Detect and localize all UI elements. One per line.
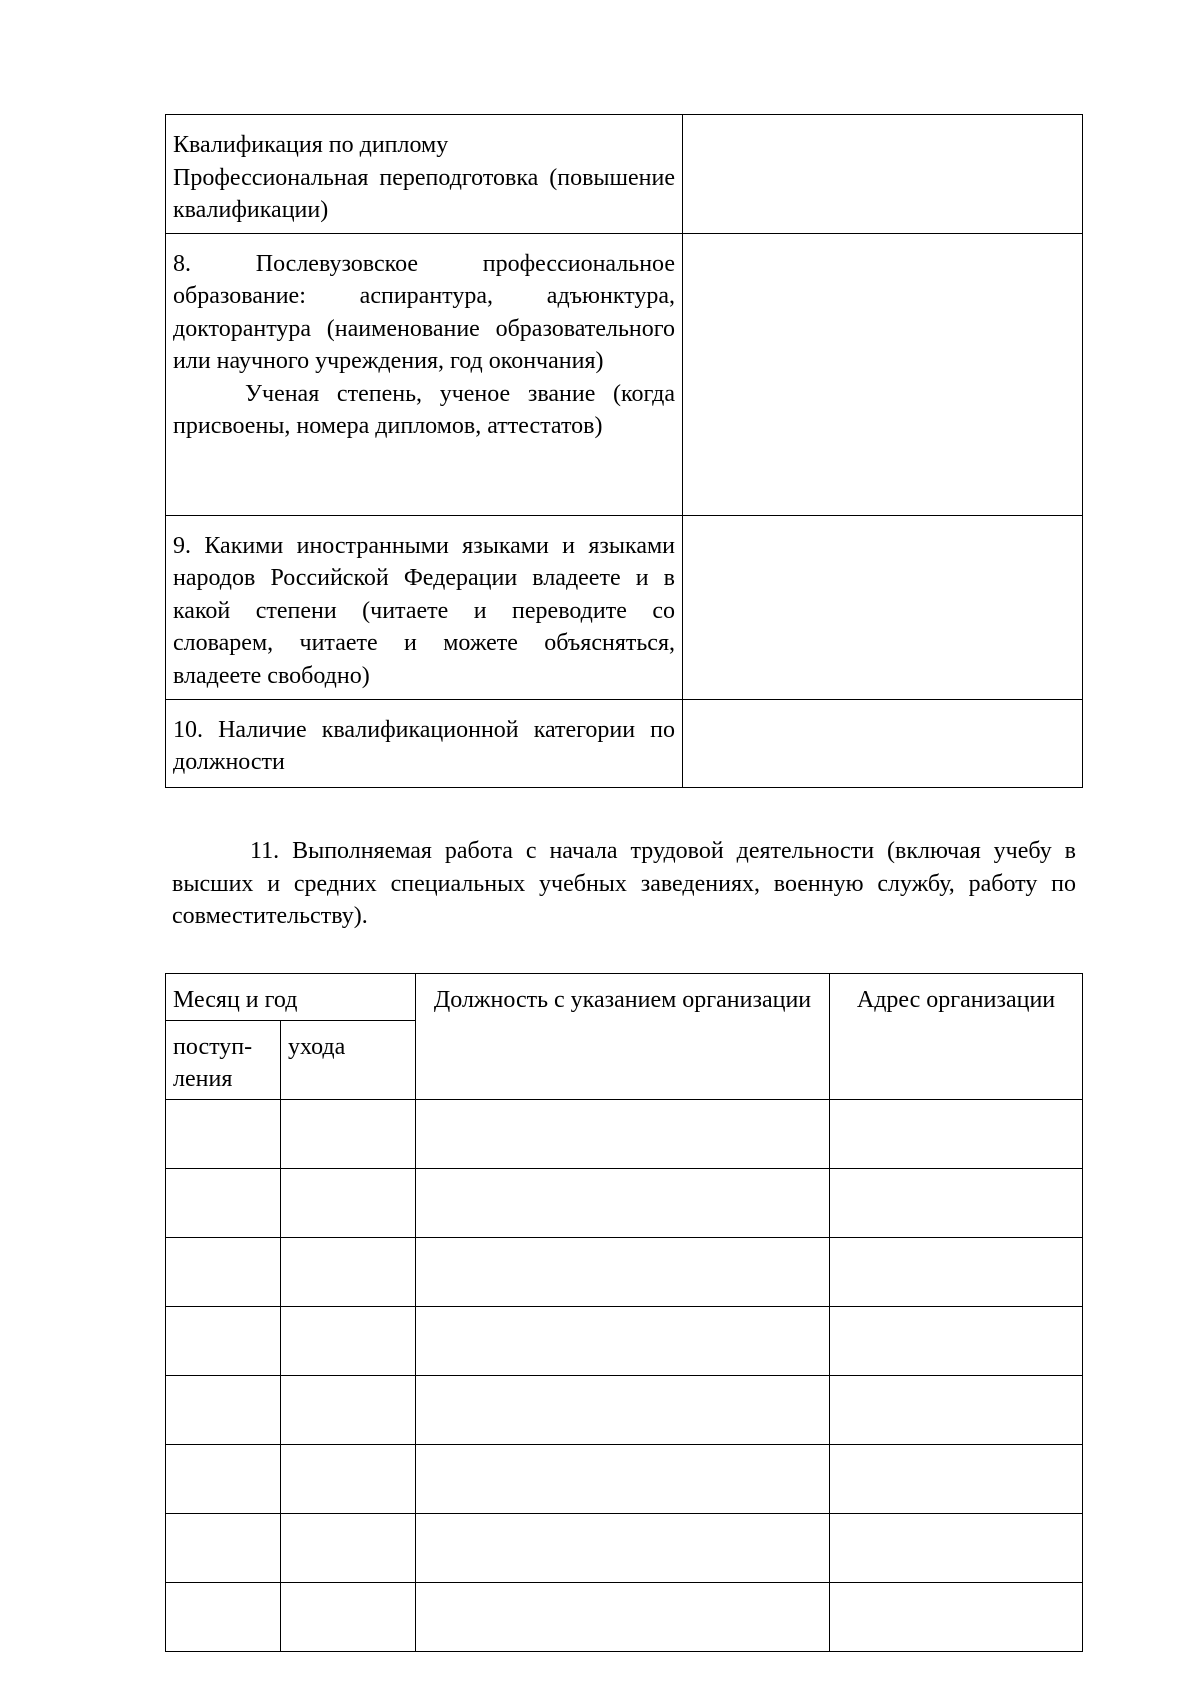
entry-cell[interactable] [166,1100,281,1169]
position-cell[interactable] [416,1514,830,1583]
qualification-diploma-label: Квалификация по диплому [173,132,449,158]
exit-cell[interactable] [281,1307,416,1376]
retraining-label: Профессиональная переподготовка (повышение квалификации) [173,164,675,223]
address-cell[interactable] [830,1169,1083,1238]
table-row [166,1376,1083,1445]
position-cell[interactable] [416,1100,830,1169]
month-year-header: Месяц и год [166,974,416,1021]
languages-label-cell [166,515,683,699]
address-cell[interactable] [830,1583,1083,1652]
category-label-cell [166,699,683,787]
category-label: 10. Наличие квалификационной категории по должности [173,716,675,775]
entry-cell[interactable] [166,1307,281,1376]
questionnaire-row-qualification [166,115,1083,234]
qualification-label-cell [166,115,683,234]
table-row [166,1238,1083,1307]
entry-cell[interactable] [166,1169,281,1238]
table-row [166,1445,1083,1514]
questionnaire-row-postgraduate [166,233,1083,515]
address-header: Адрес организации [830,974,1083,1100]
table-row [166,1583,1083,1652]
entry-cell[interactable] [166,1376,281,1445]
position-cell[interactable] [416,1169,830,1238]
exit-cell[interactable] [281,1376,416,1445]
address-cell[interactable] [830,1307,1083,1376]
position-cell[interactable] [416,1307,830,1376]
address-cell[interactable] [830,1238,1083,1307]
work-table-header-row [166,974,1083,1021]
exit-cell[interactable] [281,1583,416,1652]
questionnaire-table [165,114,1083,788]
position-cell[interactable] [416,1583,830,1652]
position-header: Должность с указанием организации [416,974,830,1100]
table-row [166,1169,1083,1238]
entry-cell[interactable] [166,1445,281,1514]
section-11-paragraph: 11. Выполняемая работа с начала трудовой деятельности (включая учебу в высших и средних специальных учебных заведениях, военную службу, работу по совместительству). [172,838,1076,929]
questionnaire-row-category [166,699,1083,787]
exit-cell[interactable] [281,1238,416,1307]
position-cell[interactable] [416,1238,830,1307]
exit-cell[interactable] [281,1100,416,1169]
exit-cell[interactable] [281,1514,416,1583]
languages-label: 9. Какими иностранными языками и языками народов Российской Федерации владеете и в какой степени (читаете и переводите со словарем, читаете и можете объясняться, владеете свободно) [173,532,675,689]
entry-cell[interactable] [166,1238,281,1307]
table-row [166,1307,1083,1376]
address-cell[interactable] [830,1514,1083,1583]
postgraduate-label-cell [166,233,683,515]
academic-degree-label: Ученая степень, ученое звание (когда присвоены, номера дипломов, аттестатов) [173,380,675,439]
postgraduate-answer-field[interactable] [683,233,1083,515]
address-cell[interactable] [830,1100,1083,1169]
table-row [166,1100,1083,1169]
category-answer-field[interactable] [683,699,1083,787]
postgraduate-label: 8. Послевузовское профессиональное образование: аспирантура, адъюнктура, докторантура (наименование образовательного или научного учреждения, год окончания) [173,250,675,374]
entry-cell[interactable] [166,1514,281,1583]
entry-cell[interactable] [166,1583,281,1652]
questionnaire-row-languages [166,515,1083,699]
exit-cell[interactable] [281,1169,416,1238]
position-cell[interactable] [416,1445,830,1514]
address-cell[interactable] [830,1445,1083,1514]
qualification-answer-field[interactable] [683,115,1083,234]
work-history-table [165,973,1083,1652]
address-cell[interactable] [830,1376,1083,1445]
position-cell[interactable] [416,1376,830,1445]
languages-answer-field[interactable] [683,515,1083,699]
table-row [166,1514,1083,1583]
exit-header: ухода [281,1021,416,1100]
entry-header: поступ-ления [166,1021,281,1100]
exit-cell[interactable] [281,1445,416,1514]
